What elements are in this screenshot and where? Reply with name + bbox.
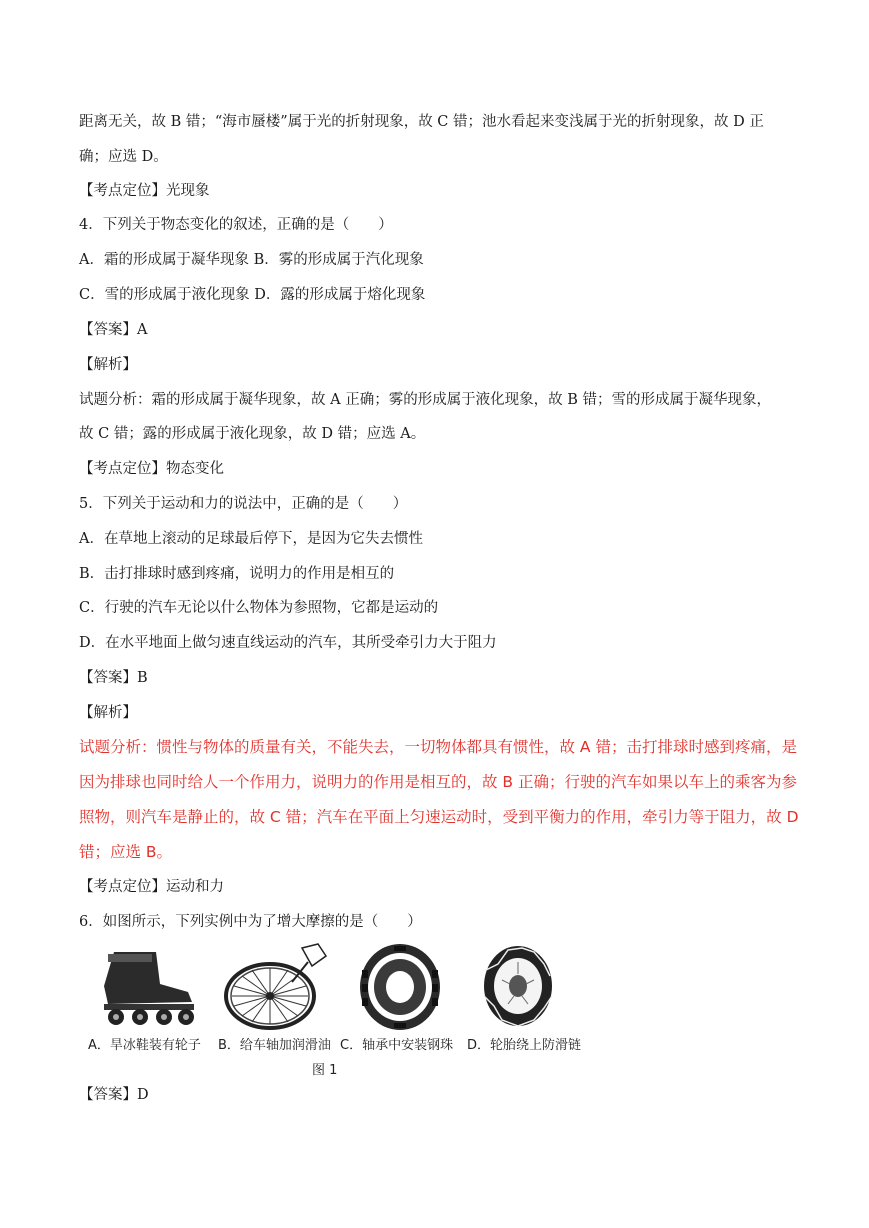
answer-label: 【答案】A bbox=[79, 322, 148, 338]
answer-label: 【答案】B bbox=[79, 670, 148, 686]
section-label: 【考点定位】运动和力 bbox=[79, 879, 224, 895]
question-6: 6．如图所示，下列实例中为了增大摩擦的是（ ） bbox=[79, 914, 422, 930]
question-figure bbox=[84, 938, 594, 1078]
analysis-text: 试题分析：霜的形成属于凝华现象，故 A 正确；雾的形成属于液化现象，故 B 错；雪的形成属于凝华现象， bbox=[79, 392, 772, 408]
options-cd: C．雪的形成属于液化现象 D．露的形成属于熔化现象 bbox=[79, 287, 426, 303]
bicycle-wheel-icon bbox=[222, 942, 332, 1034]
figure-caption-c: C．轴承中安装钢珠 bbox=[340, 1038, 454, 1053]
figure-caption-a: A．旱冰鞋装有轮子 bbox=[88, 1038, 201, 1053]
analysis-text-red: 试题分析：惯性与物体的质量有关，不能失去，一切物体都具有惯性，故 A 错；击打排球时感到疼痛，是 bbox=[79, 738, 797, 756]
tire-chain-icon bbox=[478, 940, 558, 1032]
analysis-label: 【解析】 bbox=[79, 357, 137, 373]
analysis-text-red: 错；应选 B。 bbox=[79, 843, 173, 861]
options-ab: A．霜的形成属于凝华现象 B．雾的形成属于汽化现象 bbox=[79, 252, 424, 268]
section-label: 【考点定位】光现象 bbox=[79, 183, 210, 199]
analysis-text-red: 照物，则汽车是静止的，故 C 错；汽车在平面上匀速运动时，受到平衡力的作用，牵引力等于阻力，故 D bbox=[79, 808, 799, 826]
bearing-icon bbox=[352, 940, 448, 1034]
option-d: D．在水平地面上做匀速直线运动的汽车，其所受牵引力大于阻力 bbox=[79, 635, 497, 651]
text-line: 确；应选 D。 bbox=[79, 149, 168, 165]
figure-caption-b: B．给车轴加润滑油 bbox=[218, 1038, 331, 1053]
option-b: B．击打排球时感到疼痛，说明力的作用是相互的 bbox=[79, 566, 395, 582]
analysis-label: 【解析】 bbox=[79, 705, 137, 721]
figure-title: 图 1 bbox=[312, 1063, 338, 1078]
roller-skate-icon bbox=[94, 946, 204, 1028]
option-c: C．行驶的汽车无论以什么物体为参照物，它都是运动的 bbox=[79, 600, 439, 616]
section-label: 【考点定位】物态变化 bbox=[79, 461, 224, 477]
question-4: 4．下列关于物态变化的叙述，正确的是（ ） bbox=[79, 217, 393, 233]
question-5: 5．下列关于运动和力的说法中，正确的是（ ） bbox=[79, 496, 408, 512]
text-line: 距离无关，故 B 错；“海市蜃楼”属于光的折射现象，故 C 错；池水看起来变浅属于光的折射现象，故 D 正 bbox=[79, 114, 764, 130]
figure-caption-d: D．轮胎绕上防滑链 bbox=[467, 1038, 582, 1053]
analysis-text: 故 C 错；露的形成属于液化现象，故 D 错；应选 A。 bbox=[79, 426, 426, 442]
answer-label: 【答案】D bbox=[79, 1087, 149, 1103]
option-a: A．在草地上滚动的足球最后停下，是因为它失去惯性 bbox=[79, 531, 423, 547]
analysis-text-red: 因为排球也同时给人一个作用力，说明力的作用是相互的，故 B 正确；行驶的汽车如果以车上的乘客为参 bbox=[79, 773, 797, 791]
